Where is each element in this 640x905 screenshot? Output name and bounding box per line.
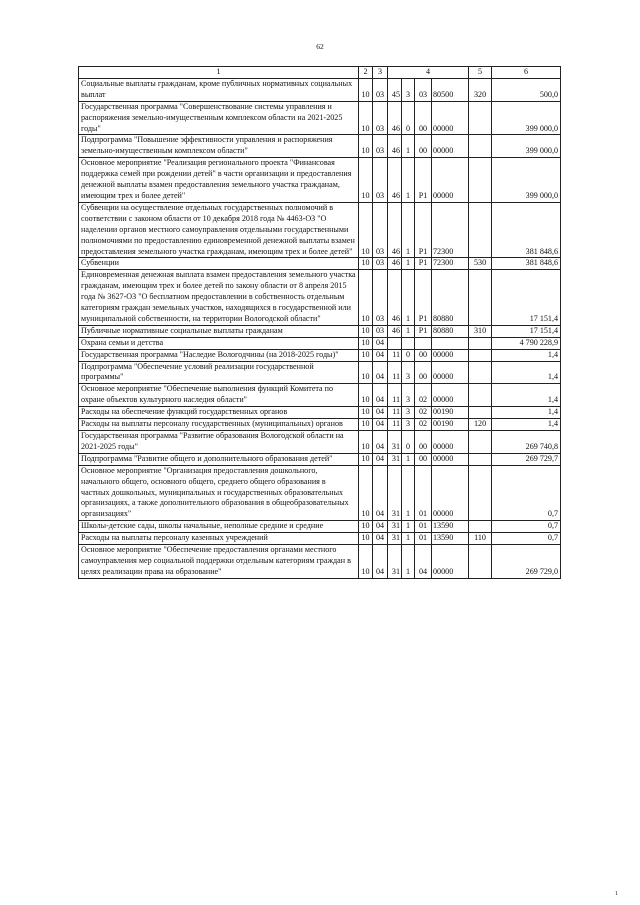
row-expense-type bbox=[469, 361, 492, 384]
row-subprogram-code: 3 bbox=[402, 384, 415, 407]
row-section: 10 bbox=[359, 337, 373, 349]
row-name: Субвенции bbox=[79, 258, 359, 270]
row-direction-code: 80880 bbox=[432, 325, 469, 337]
row-amount: 1,4 bbox=[492, 407, 561, 419]
row-subsection: 04 bbox=[373, 337, 388, 349]
row-direction-code: 72300 bbox=[432, 258, 469, 270]
row-amount: 0,7 bbox=[492, 521, 561, 533]
row-program-code: 11 bbox=[388, 419, 402, 431]
row-direction-code: 13590 bbox=[432, 533, 469, 545]
row-name: Субвенции на осуществление отдельных государственных полномочий в соответствии с законом области от 10 декабря 2018 года № 4463-ОЗ "О наделении органов местного самоуправления отдельными государственными полномочиями по предоставлению единовременной денежной выплаты взамен предоставления земельного участка гражданам, имеющим трех и более детей" bbox=[79, 202, 359, 258]
row-direction-code: 00000 bbox=[432, 361, 469, 384]
row-expense-type: 110 bbox=[469, 533, 492, 545]
row-section: 10 bbox=[359, 135, 373, 158]
row-section: 10 bbox=[359, 431, 373, 454]
row-direction-code: 00000 bbox=[432, 545, 469, 579]
row-program-code: 11 bbox=[388, 349, 402, 361]
row-program-code: 31 bbox=[388, 453, 402, 465]
row-expense-type: 120 bbox=[469, 419, 492, 431]
table-row bbox=[79, 465, 561, 521]
table-row bbox=[79, 361, 561, 384]
budget-table bbox=[78, 66, 561, 579]
row-expense-type bbox=[469, 407, 492, 419]
row-subprogram-code: 3 bbox=[402, 407, 415, 419]
row-activity-code: 01 bbox=[415, 521, 432, 533]
row-name: Социальные выплаты гражданам, кроме публичных нормативных социальных выплат bbox=[79, 78, 359, 101]
row-subsection: 04 bbox=[373, 521, 388, 533]
row-program-code: 31 bbox=[388, 521, 402, 533]
table-row bbox=[79, 419, 561, 431]
row-subprogram-code: 1 bbox=[402, 453, 415, 465]
row-subprogram-code: 1 bbox=[402, 521, 415, 533]
row-activity-code bbox=[415, 337, 432, 349]
row-subprogram-code: 0 bbox=[402, 101, 415, 135]
row-direction-code: 00000 bbox=[432, 384, 469, 407]
row-program-code: 31 bbox=[388, 545, 402, 579]
table-header-row bbox=[79, 67, 561, 79]
row-name: Расходы на выплаты персоналу государственных (муниципальных) органов bbox=[79, 419, 359, 431]
row-activity-code: P1 bbox=[415, 202, 432, 258]
row-subsection: 04 bbox=[373, 361, 388, 384]
row-subprogram-code: 1 bbox=[402, 270, 415, 326]
row-direction-code: 00000 bbox=[432, 465, 469, 521]
row-direction-code: 00000 bbox=[432, 158, 469, 203]
row-subprogram-code: 1 bbox=[402, 325, 415, 337]
row-direction-code: 80880 bbox=[432, 270, 469, 326]
row-amount: 269 729,7 bbox=[492, 453, 561, 465]
header-col-expense-type: 5 bbox=[469, 67, 492, 79]
row-direction-code: 00190 bbox=[432, 407, 469, 419]
row-activity-code: 01 bbox=[415, 533, 432, 545]
row-activity-code: 00 bbox=[415, 135, 432, 158]
table-row bbox=[79, 521, 561, 533]
table-row bbox=[79, 258, 561, 270]
row-expense-type bbox=[469, 158, 492, 203]
row-amount: 399 000,0 bbox=[492, 158, 561, 203]
row-activity-code: 04 bbox=[415, 545, 432, 579]
row-program-code: 46 bbox=[388, 325, 402, 337]
row-subprogram-code: 1 bbox=[402, 158, 415, 203]
row-program-code: 46 bbox=[388, 270, 402, 326]
row-subprogram-code: 0 bbox=[402, 349, 415, 361]
row-section: 10 bbox=[359, 533, 373, 545]
header-col-name: 1 bbox=[79, 67, 359, 79]
row-expense-type bbox=[469, 349, 492, 361]
row-direction-code: 00000 bbox=[432, 349, 469, 361]
row-activity-code: P1 bbox=[415, 325, 432, 337]
row-subprogram-code: 1 bbox=[402, 202, 415, 258]
table-row bbox=[79, 349, 561, 361]
row-amount: 500,0 bbox=[492, 78, 561, 101]
header-col-target-article: 4 bbox=[388, 67, 469, 79]
table-row bbox=[79, 533, 561, 545]
row-direction-code: 00000 bbox=[432, 453, 469, 465]
row-section: 10 bbox=[359, 349, 373, 361]
row-section: 10 bbox=[359, 419, 373, 431]
row-name: Основное мероприятие "Обеспечение предоставления органами местного самоуправления мер социальной поддержки отдельным категориям граждан в целях реализации права на образование" bbox=[79, 545, 359, 579]
row-activity-code: 00 bbox=[415, 453, 432, 465]
row-section: 10 bbox=[359, 384, 373, 407]
row-expense-type bbox=[469, 545, 492, 579]
table-row bbox=[79, 407, 561, 419]
row-expense-type bbox=[469, 270, 492, 326]
table-row bbox=[79, 135, 561, 158]
row-subprogram-code: 3 bbox=[402, 419, 415, 431]
row-amount: 1,4 bbox=[492, 349, 561, 361]
row-program-code: 46 bbox=[388, 258, 402, 270]
row-expense-type bbox=[469, 101, 492, 135]
row-program-code: 11 bbox=[388, 384, 402, 407]
row-expense-type bbox=[469, 384, 492, 407]
row-section: 10 bbox=[359, 545, 373, 579]
table-row bbox=[79, 337, 561, 349]
row-name: Подпрограмма "Повышение эффективности управления и распоряжения земельно-имущественным комплексом области" bbox=[79, 135, 359, 158]
row-name: Основное мероприятие "Организация предоставления дошкольного, начального общего, основного общего, среднего общего образования в частных дошкольных, муниципальных и государственных образовательных организациях, а также дополнительного образования в общеобразовательных организациях" bbox=[79, 465, 359, 521]
row-direction-code: 00190 bbox=[432, 419, 469, 431]
row-subprogram-code: 1 bbox=[402, 545, 415, 579]
row-amount: 4 790 228,9 bbox=[492, 337, 561, 349]
row-direction-code: 00000 bbox=[432, 431, 469, 454]
row-amount: 381 848,6 bbox=[492, 258, 561, 270]
row-name: Публичные нормативные социальные выплаты гражданам bbox=[79, 325, 359, 337]
table-row bbox=[79, 202, 561, 258]
row-activity-code: P1 bbox=[415, 158, 432, 203]
row-subsection: 03 bbox=[373, 78, 388, 101]
row-direction-code bbox=[432, 337, 469, 349]
row-subsection: 03 bbox=[373, 101, 388, 135]
row-program-code: 46 bbox=[388, 158, 402, 203]
row-program-code: 11 bbox=[388, 407, 402, 419]
row-expense-type bbox=[469, 431, 492, 454]
row-amount: 399 000,0 bbox=[492, 135, 561, 158]
table-row bbox=[79, 453, 561, 465]
header-col-section: 2 bbox=[359, 67, 373, 79]
row-expense-type bbox=[469, 465, 492, 521]
table-row bbox=[79, 545, 561, 579]
row-direction-code: 00000 bbox=[432, 135, 469, 158]
row-subsection: 04 bbox=[373, 384, 388, 407]
row-amount: 0,7 bbox=[492, 533, 561, 545]
row-subprogram-code: 1 bbox=[402, 258, 415, 270]
row-activity-code: 03 bbox=[415, 78, 432, 101]
row-name: Охрана семьи и детства bbox=[79, 337, 359, 349]
row-name: Единовременная денежная выплата взамен предоставления земельного участка гражданам, имеющим трех и более детей по закону области от 8 апреля 2015 года № 3627-ОЗ "О бесплатном предоставлении в собственность отдельным категориям граждан земельных участков, находящихся в государственной или муниципальной собственности, на территории Вологодской области" bbox=[79, 270, 359, 326]
row-amount: 381 848,6 bbox=[492, 202, 561, 258]
row-direction-code: 80500 bbox=[432, 78, 469, 101]
table-row bbox=[79, 384, 561, 407]
row-activity-code: 02 bbox=[415, 384, 432, 407]
row-subsection: 03 bbox=[373, 135, 388, 158]
row-amount: 1,4 bbox=[492, 419, 561, 431]
row-activity-code: P1 bbox=[415, 258, 432, 270]
row-section: 10 bbox=[359, 407, 373, 419]
page-number: 62 bbox=[316, 42, 324, 51]
table-row bbox=[79, 270, 561, 326]
corner-mark: 1 bbox=[615, 891, 618, 897]
row-subsection: 04 bbox=[373, 419, 388, 431]
table-row bbox=[79, 158, 561, 203]
row-subsection: 03 bbox=[373, 270, 388, 326]
row-subsection: 04 bbox=[373, 349, 388, 361]
row-amount: 269 729,0 bbox=[492, 545, 561, 579]
row-direction-code: 00000 bbox=[432, 101, 469, 135]
table-row bbox=[79, 325, 561, 337]
row-name: Государственная программа "Развитие образования Вологодской области на 2021-2025 годы" bbox=[79, 431, 359, 454]
row-program-code: 46 bbox=[388, 135, 402, 158]
row-expense-type bbox=[469, 453, 492, 465]
row-subsection: 04 bbox=[373, 453, 388, 465]
row-direction-code: 13590 bbox=[432, 521, 469, 533]
row-amount: 269 740,8 bbox=[492, 431, 561, 454]
row-subprogram-code: 1 bbox=[402, 135, 415, 158]
row-amount: 1,4 bbox=[492, 384, 561, 407]
row-section: 10 bbox=[359, 202, 373, 258]
row-amount: 1,4 bbox=[492, 361, 561, 384]
row-section: 10 bbox=[359, 453, 373, 465]
row-name: Основное мероприятие "Реализация регионального проекта "Финансовая поддержка семей при рождении детей" в части организации и предоставления денежной выплаты взамен предоставления земельного участка гражданам, имеющим трех и более детей" bbox=[79, 158, 359, 203]
row-subprogram-code bbox=[402, 337, 415, 349]
row-name: Государственная программа "Наследие Вологодчины (на 2018-2025 годы)" bbox=[79, 349, 359, 361]
row-expense-type: 320 bbox=[469, 78, 492, 101]
row-name: Основное мероприятие "Обеспечение выполнения функций Комитета по охране объектов культурного наследия области" bbox=[79, 384, 359, 407]
row-section: 10 bbox=[359, 270, 373, 326]
row-expense-type bbox=[469, 521, 492, 533]
row-amount: 17 151,4 bbox=[492, 270, 561, 326]
row-subsection: 04 bbox=[373, 545, 388, 579]
row-subsection: 03 bbox=[373, 258, 388, 270]
row-section: 10 bbox=[359, 521, 373, 533]
header-col-amount: 6 bbox=[492, 67, 561, 79]
row-subsection: 04 bbox=[373, 431, 388, 454]
row-program-code: 46 bbox=[388, 101, 402, 135]
row-amount: 399 000,0 bbox=[492, 101, 561, 135]
row-name: Подпрограмма "Обеспечение условий реализации государственной программы" bbox=[79, 361, 359, 384]
header-col-subsection: 3 bbox=[373, 67, 388, 79]
row-expense-type: 310 bbox=[469, 325, 492, 337]
row-subprogram-code: 0 bbox=[402, 431, 415, 454]
row-activity-code: 00 bbox=[415, 349, 432, 361]
row-subsection: 03 bbox=[373, 158, 388, 203]
row-subprogram-code: 1 bbox=[402, 465, 415, 521]
row-program-code: 46 bbox=[388, 202, 402, 258]
row-section: 10 bbox=[359, 258, 373, 270]
row-direction-code: 72300 bbox=[432, 202, 469, 258]
row-expense-type bbox=[469, 337, 492, 349]
row-program-code bbox=[388, 337, 402, 349]
row-subsection: 03 bbox=[373, 325, 388, 337]
table-row bbox=[79, 101, 561, 135]
row-section: 10 bbox=[359, 78, 373, 101]
row-program-code: 11 bbox=[388, 361, 402, 384]
table-row bbox=[79, 431, 561, 454]
row-expense-type: 530 bbox=[469, 258, 492, 270]
row-activity-code: 02 bbox=[415, 419, 432, 431]
row-activity-code: 02 bbox=[415, 407, 432, 419]
row-expense-type bbox=[469, 135, 492, 158]
row-subprogram-code: 3 bbox=[402, 361, 415, 384]
row-program-code: 31 bbox=[388, 431, 402, 454]
row-amount: 0,7 bbox=[492, 465, 561, 521]
row-section: 10 bbox=[359, 158, 373, 203]
row-expense-type bbox=[469, 202, 492, 258]
row-program-code: 31 bbox=[388, 533, 402, 545]
row-subprogram-code: 1 bbox=[402, 533, 415, 545]
row-section: 10 bbox=[359, 465, 373, 521]
row-activity-code: 00 bbox=[415, 361, 432, 384]
row-subprogram-code: 3 bbox=[402, 78, 415, 101]
row-program-code: 31 bbox=[388, 465, 402, 521]
row-subsection: 03 bbox=[373, 202, 388, 258]
row-name: Государственная программа "Совершенствование системы управления и распоряжения земельно-имущественным комплексом области на 2021-2025 годы" bbox=[79, 101, 359, 135]
row-section: 10 bbox=[359, 325, 373, 337]
row-activity-code: 00 bbox=[415, 431, 432, 454]
row-subsection: 04 bbox=[373, 465, 388, 521]
row-amount: 17 151,4 bbox=[492, 325, 561, 337]
row-program-code: 45 bbox=[388, 78, 402, 101]
row-activity-code: 00 bbox=[415, 101, 432, 135]
row-subsection: 04 bbox=[373, 407, 388, 419]
row-activity-code: 01 bbox=[415, 465, 432, 521]
table-row bbox=[79, 78, 561, 101]
row-activity-code: P1 bbox=[415, 270, 432, 326]
row-section: 10 bbox=[359, 101, 373, 135]
row-subsection: 04 bbox=[373, 533, 388, 545]
row-name: Расходы на выплаты персоналу казенных учреждений bbox=[79, 533, 359, 545]
row-name: Подпрограмма "Развитие общего и дополнительного образования детей" bbox=[79, 453, 359, 465]
row-section: 10 bbox=[359, 361, 373, 384]
row-name: Школы-детские сады, школы начальные, неполные средние и средние bbox=[79, 521, 359, 533]
row-name: Расходы на обеспечение функций государственных органов bbox=[79, 407, 359, 419]
